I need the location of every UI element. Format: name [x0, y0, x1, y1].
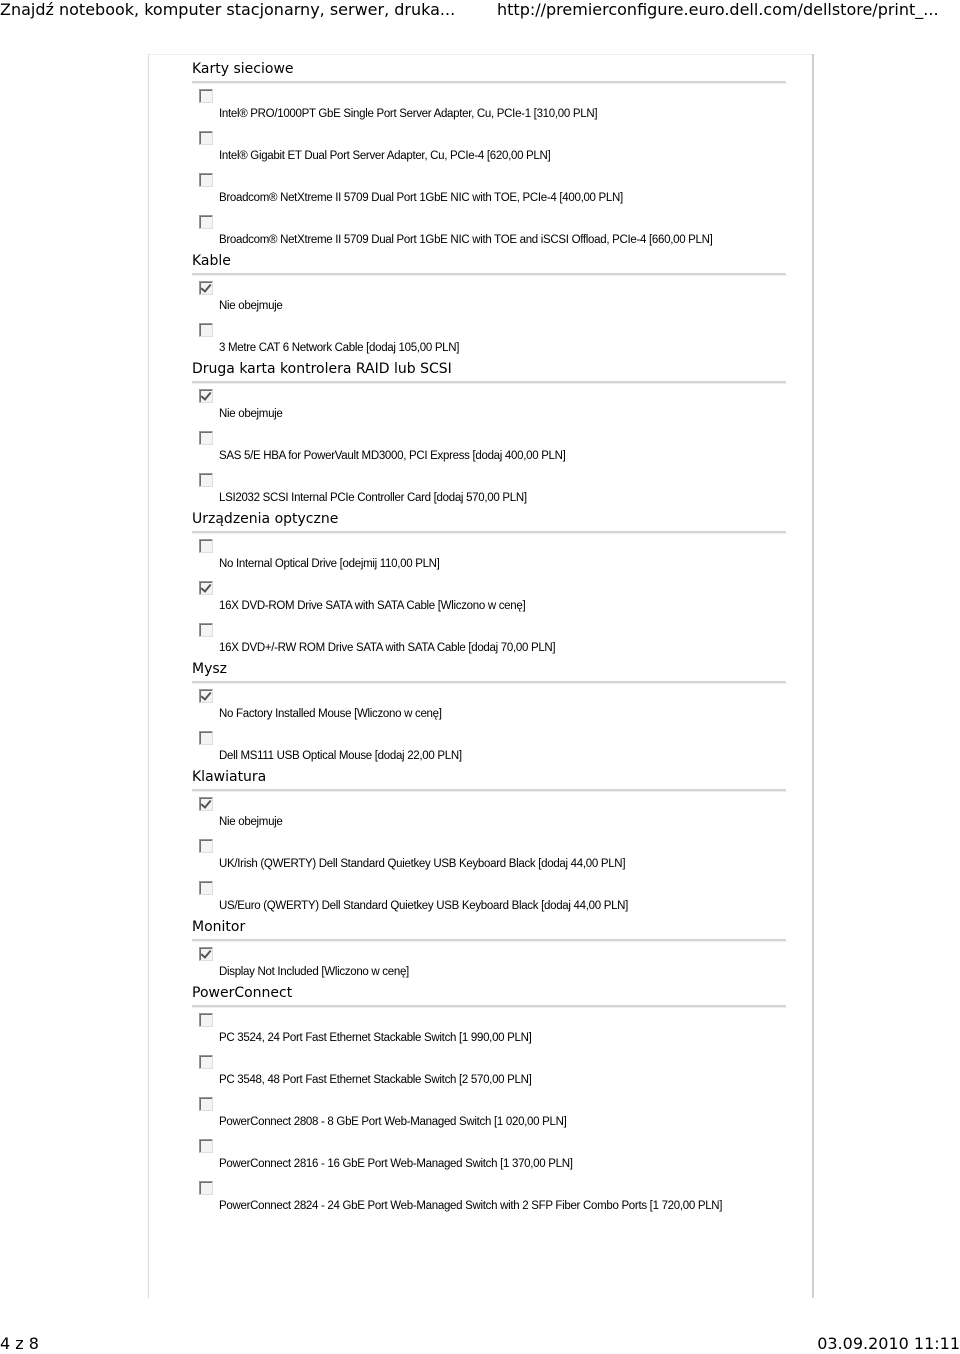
option-label: 16X DVD-ROM Drive SATA with SATA Cable [Wliczono w cenę]: [219, 600, 526, 612]
option-checkbox[interactable]: [199, 797, 213, 811]
checkmark-icon: [200, 389, 211, 401]
option-checkbox[interactable]: [199, 473, 213, 487]
option-item[interactable]: [192, 318, 792, 360]
option-checkbox[interactable]: [199, 1013, 213, 1027]
option-label: PC 3548, 48 Port Fast Ethernet Stackable Switch [2 570,00 PLN]: [219, 1074, 532, 1086]
option-item[interactable]: [192, 684, 792, 726]
option-checkbox[interactable]: [199, 173, 213, 187]
option-item[interactable]: [192, 1134, 792, 1176]
option-item[interactable]: [192, 534, 792, 576]
option-checkbox[interactable]: [199, 539, 213, 553]
print-page-title: Znajdź notebook, komputer stacjonarny, serwer, druka...: [0, 0, 456, 19]
config-section: [192, 252, 792, 360]
section-title: Urządzenia optyczne: [192, 511, 339, 527]
option-label: Intel® PRO/1000PT GbE Single Port Server Adapter, Cu, PCIe-1 [310,00 PLN]: [219, 108, 598, 120]
option-label: Nie obejmuje: [219, 816, 283, 828]
option-label: PC 3524, 24 Port Fast Ethernet Stackable Switch [1 990,00 PLN]: [219, 1032, 532, 1044]
checkmark-icon: [200, 581, 211, 593]
option-checkbox[interactable]: [199, 1097, 213, 1111]
option-checkbox[interactable]: [199, 323, 213, 337]
option-item[interactable]: [192, 468, 792, 510]
option-checkbox[interactable]: [199, 89, 213, 103]
option-item[interactable]: [192, 1176, 792, 1218]
option-item[interactable]: [192, 726, 792, 768]
option-checkbox[interactable]: [199, 1181, 213, 1195]
configuration-options: [192, 60, 792, 1218]
checkmark-icon: [200, 281, 211, 293]
option-checkbox[interactable]: [199, 581, 213, 595]
option-item[interactable]: [192, 84, 792, 126]
option-checkbox[interactable]: [199, 1055, 213, 1069]
option-label: Dell MS111 USB Optical Mouse [dodaj 22,00 PLN]: [219, 750, 462, 762]
config-section: [192, 60, 792, 252]
option-checkbox[interactable]: [199, 1139, 213, 1153]
option-label: PowerConnect 2824 - 24 GbE Port Web-Managed Switch with 2 SFP Fiber Combo Ports [1 720,00 PLN]: [219, 1200, 723, 1212]
option-item[interactable]: [192, 576, 792, 618]
option-checkbox[interactable]: [199, 431, 213, 445]
option-item[interactable]: [192, 1092, 792, 1134]
option-item[interactable]: [192, 1050, 792, 1092]
option-item[interactable]: [192, 1008, 792, 1050]
config-section: [192, 918, 792, 984]
option-label: US/Euro (QWERTY) Dell Standard Quietkey USB Keyboard Black [dodaj 44,00 PLN]: [219, 900, 629, 912]
checkmark-icon: [200, 947, 211, 959]
option-label: No Factory Installed Mouse [Wliczono w cenę]: [219, 708, 442, 720]
option-checkbox[interactable]: [199, 689, 213, 703]
section-title: Druga karta kontrolera RAID lub SCSI: [192, 361, 452, 377]
option-item[interactable]: [192, 384, 792, 426]
option-checkbox[interactable]: [199, 281, 213, 295]
section-title: Karty sieciowe: [192, 61, 294, 77]
config-section: [192, 360, 792, 510]
print-header: [0, 0, 960, 22]
option-label: No Internal Optical Drive [odejmij 110,00 PLN]: [219, 558, 440, 570]
option-label: UK/Irish (QWERTY) Dell Standard Quietkey USB Keyboard Black [dodaj 44,00 PLN]: [219, 858, 626, 870]
section-title: PowerConnect: [192, 985, 293, 1001]
option-item[interactable]: [192, 834, 792, 876]
page-frame-left: [148, 54, 149, 1298]
config-section: [192, 660, 792, 768]
option-item[interactable]: [192, 876, 792, 918]
section-title: Monitor: [192, 919, 246, 935]
option-item[interactable]: [192, 210, 792, 252]
option-label: Broadcom® NetXtreme II 5709 Dual Port 1GbE NIC with TOE and iSCSI Offload, PCIe-4 [660,00 PLN]: [219, 234, 713, 246]
config-section: [192, 984, 792, 1218]
page-frame-top: [148, 54, 814, 55]
option-checkbox[interactable]: [199, 389, 213, 403]
option-label: Nie obejmuje: [219, 408, 283, 420]
print-page-url: http://premierconfigure.euro.dell.com/dellstore/print_...: [497, 0, 939, 19]
option-item[interactable]: [192, 168, 792, 210]
section-title: Klawiatura: [192, 769, 267, 785]
checkmark-icon: [200, 689, 211, 701]
option-item[interactable]: [192, 126, 792, 168]
option-label: Broadcom® NetXtreme II 5709 Dual Port 1GbE NIC with TOE, PCIe-4 [400,00 PLN]: [219, 192, 623, 204]
option-item[interactable]: [192, 792, 792, 834]
option-checkbox[interactable]: [199, 623, 213, 637]
option-item[interactable]: [192, 276, 792, 318]
option-checkbox[interactable]: [199, 947, 213, 961]
option-checkbox[interactable]: [199, 215, 213, 229]
print-datetime: 03.09.2010 11:11: [817, 1334, 960, 1353]
option-checkbox[interactable]: [199, 839, 213, 853]
option-label: LSI2032 SCSI Internal PCIe Controller Card [dodaj 570,00 PLN]: [219, 492, 527, 504]
option-item[interactable]: [192, 942, 792, 984]
option-label: Intel® Gigabit ET Dual Port Server Adapter, Cu, PCIe-4 [620,00 PLN]: [219, 150, 551, 162]
option-checkbox[interactable]: [199, 731, 213, 745]
option-label: SAS 5/E HBA for PowerVault MD3000, PCI Express [dodaj 400,00 PLN]: [219, 450, 566, 462]
option-label: 3 Metre CAT 6 Network Cable [dodaj 105,00 PLN]: [219, 342, 460, 354]
checkmark-icon: [200, 797, 211, 809]
option-label: PowerConnect 2808 - 8 GbE Port Web-Managed Switch [1 020,00 PLN]: [219, 1116, 567, 1128]
option-item[interactable]: [192, 426, 792, 468]
option-label: 16X DVD+/-RW ROM Drive SATA with SATA Cable [dodaj 70,00 PLN]: [219, 642, 556, 654]
section-title: Kable: [192, 253, 231, 269]
section-title: Mysz: [192, 661, 228, 677]
option-checkbox[interactable]: [199, 131, 213, 145]
config-section: [192, 768, 792, 918]
print-page-number: 4 z 8: [0, 1334, 39, 1353]
option-label: Nie obejmuje: [219, 300, 283, 312]
config-section: [192, 510, 792, 660]
option-checkbox[interactable]: [199, 881, 213, 895]
option-label: Display Not Included [Wliczono w cenę]: [219, 966, 409, 978]
option-label: PowerConnect 2816 - 16 GbE Port Web-Managed Switch [1 370,00 PLN]: [219, 1158, 573, 1170]
print-footer: [0, 1334, 960, 1354]
option-item[interactable]: [192, 618, 792, 660]
page-frame-right: [812, 54, 814, 1298]
